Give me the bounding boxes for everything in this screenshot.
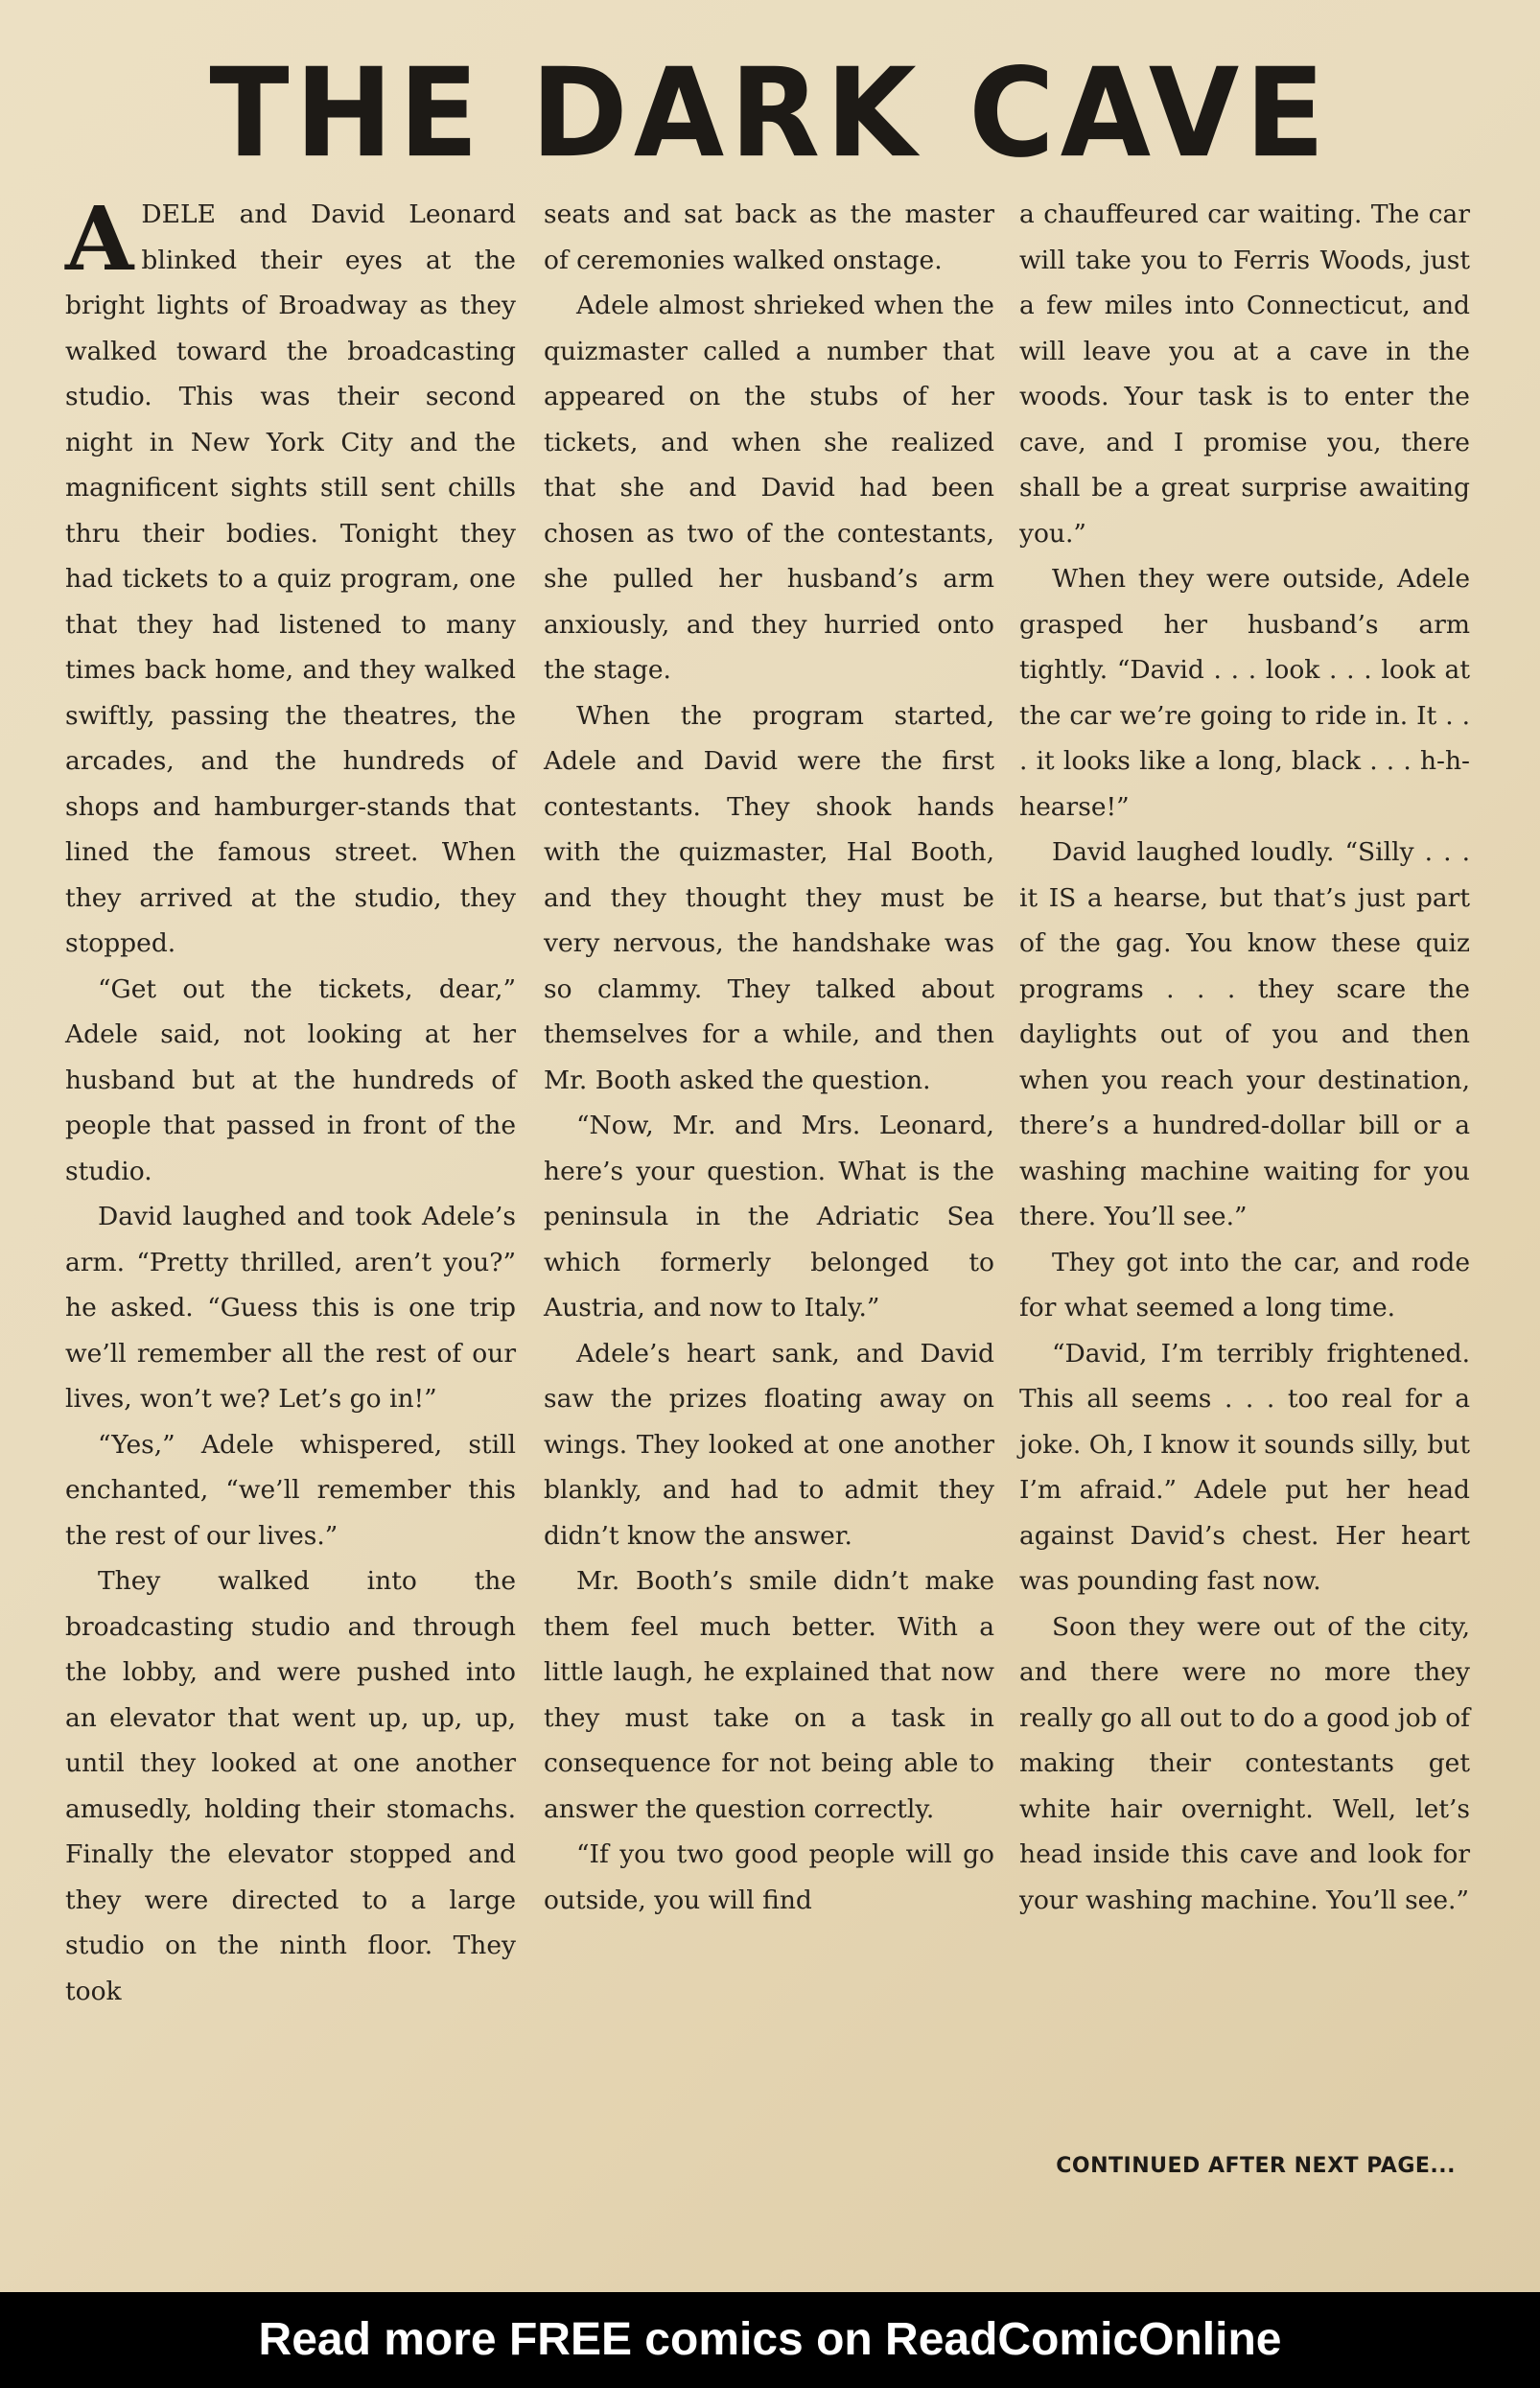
paragraph: Soon they were out of the city, and there were no more they really go all out to do a good job of making their contestants get white hair overnight. Well, let’s head inside this cave and look for your washing machine. You’ll see.” xyxy=(1019,1611,1470,1915)
text-column-1 xyxy=(65,187,516,2014)
paragraph: “Yes,” Adele whispered, still enchanted, “we’ll remember this the rest of our lives.” xyxy=(65,1429,516,1551)
story-title: THE DARK CAVE xyxy=(209,41,1331,185)
paragraph: They got into the car, and rode for what seemed a long time. xyxy=(1019,1247,1470,1323)
paragraph: a chauffeured car waiting. The car will take you to Ferris Woods, just a few miles into Connecticut, and will leave you at a cave in the woods. Your task is to enter the cave, and I promise you, there shall be a great surprise awaiting you.” xyxy=(1019,199,1470,549)
paragraph: “Get out the tickets, dear,” Adele said, not looking at her husband but at the hundreds of people that passed in front of the studio. xyxy=(65,973,516,1186)
paragraph: “Now, Mr. and Mrs. Leonard, here’s your question. What is the peninsula in the Adriatic Sea which formerly belonged to Austria, and now to Italy.” xyxy=(544,1111,994,1323)
paragraph: Mr. Booth’s smile didn’t make them feel much better. With a little laugh, he explained that now they must take on a task in consequence for not being able to answer the question correctly. xyxy=(544,1566,994,1824)
paragraph: “If you two good people will go outside, you will find xyxy=(544,1839,994,1915)
paragraph-text: DELE and David Leonard blinked their eyes at the bright lights of Broadway as they walked toward the broadcasting studio. This was their second night in New York City and the magnificent sights still sent chills thru their bodies. Tonight they had tickets to a quiz program, one that they had listened to many times back home, and they walked swiftly, passing the theatres, the arcades, and the hundreds of shops and hamburger-stands that lined the famous street. When they arrived at the studio, they stopped. xyxy=(65,199,516,958)
paragraph: seats and sat back as the master of ceremonies walked onstage. xyxy=(544,199,994,275)
paragraph: David laughed loudly. “Silly . . . it IS a hearse, but that’s just part of the gag. You know these quiz programs . . . they scare the daylights out of you and then when you reach your destination, there’s a hundred-dollar bill or a washing machine waiting for you there. You’ll see.” xyxy=(1019,837,1470,1231)
text-column-3 xyxy=(1019,192,1470,1923)
paragraph: David laughed and took Adele’s arm. “Pretty thrilled, aren’t you?” he asked. “Guess this is one trip we’ll remember all the rest of our lives, won’t we? Let’s go in!” xyxy=(65,1202,516,1414)
text-column-2 xyxy=(544,192,994,1923)
paragraph: When the program started, Adele and David were the first contestants. They shook hands with the quizmaster, Hal Booth, and they thought they must be very nervous, the handshake was so clammy. They talked about themselves for a while, and then Mr. Booth asked the question. xyxy=(544,700,994,1095)
promo-banner[interactable] xyxy=(0,2292,1540,2388)
paragraph: Adele almost shrieked when the quizmaster called a number that appeared on the stubs of her tickets, and when she realized that she and David had been chosen as two of the contestants, she pulled her husband’s arm anxiously, and they hurried onto the stage. xyxy=(544,291,994,685)
promo-banner-text[interactable]: Read more FREE comics on ReadComicOnline xyxy=(258,2314,1282,2365)
drop-cap: A xyxy=(65,187,134,291)
paragraph xyxy=(65,187,516,967)
paragraph: They walked into the broadcasting studio and through the lobby, and were pushed into an elevator that went up, up, up, until they looked at one another amusedly, holding their stomachs. Finally the elevator stopped and they were directed to a large studio on the ninth floor. They took xyxy=(65,1566,516,2006)
paragraph: Adele’s heart sank, and David saw the prizes floating away on wings. They looked at one another blankly, and had to admit they didn’t know the answer. xyxy=(544,1338,994,1551)
paragraph: “David, I’m terribly frightened. This all seems . . . too real for a joke. Oh, I know it sounds silly, but I’m afraid.” Adele put her head against David’s chest. Her heart was pounding fast now. xyxy=(1019,1338,1470,1596)
paragraph: When they were outside, Adele grasped her husband’s arm tightly. “David . . . look . . . look at the car we’re going to ride in. It . . . it looks like a long, black . . . h-h-hearse!” xyxy=(1019,564,1470,822)
continued-note: CONTINUED AFTER NEXT PAGE... xyxy=(1056,2154,1456,2178)
